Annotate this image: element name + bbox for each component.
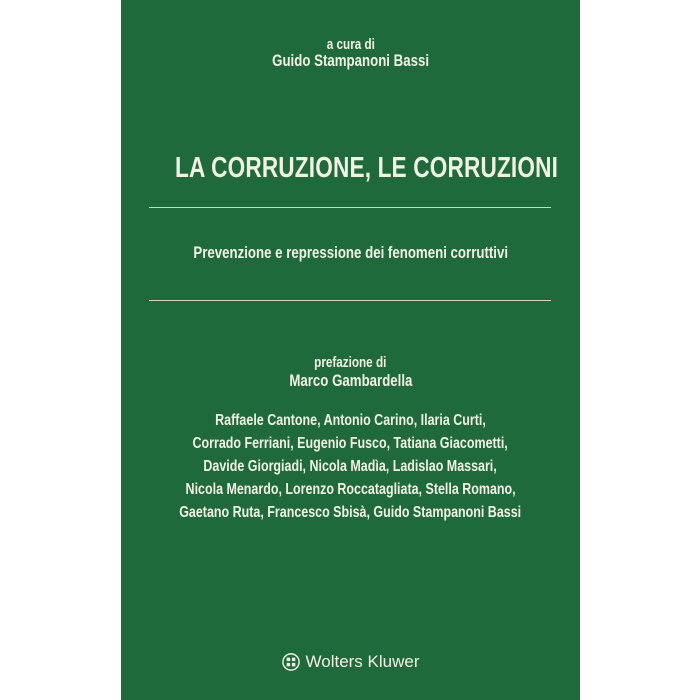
editor-intro: a cura di xyxy=(326,36,375,53)
wolters-kluwer-logo-icon xyxy=(282,653,300,671)
editor-name: Guido Stampanoni Bassi xyxy=(272,51,429,70)
authors-line: Nicola Menardo, Lorenzo Roccatagliata, Stella Romano, xyxy=(185,481,516,498)
preface-intro: prefazione di xyxy=(314,354,387,371)
publisher-mark xyxy=(121,651,580,673)
book-title: LA CORRUZIONE, LE CORRUZIONI xyxy=(175,152,559,184)
preface-author: Marco Gambardella xyxy=(288,371,413,390)
authors-line: Gaetano Ruta, Francesco Sbisà, Guido Stampanoni Bassi xyxy=(179,504,522,521)
authors-line: Corrado Ferriani, Eugenio Fusco, Tatiana Giacometti, xyxy=(192,435,509,452)
book-cover xyxy=(121,0,580,700)
authors-list xyxy=(121,409,580,524)
bottom-divider xyxy=(149,300,551,301)
book-subtitle: Prevenzione e repressione dei fenomeni corruttivi xyxy=(193,243,508,262)
publisher-name: Wolters Kluwer xyxy=(305,652,420,671)
top-divider xyxy=(149,207,551,208)
authors-line: Davide Giorgiadi, Nicola Madìa, Ladislao Massari, xyxy=(203,458,498,475)
authors-line: Raffaele Cantone, Antonio Carino, Ilaria Curti, xyxy=(215,412,486,429)
